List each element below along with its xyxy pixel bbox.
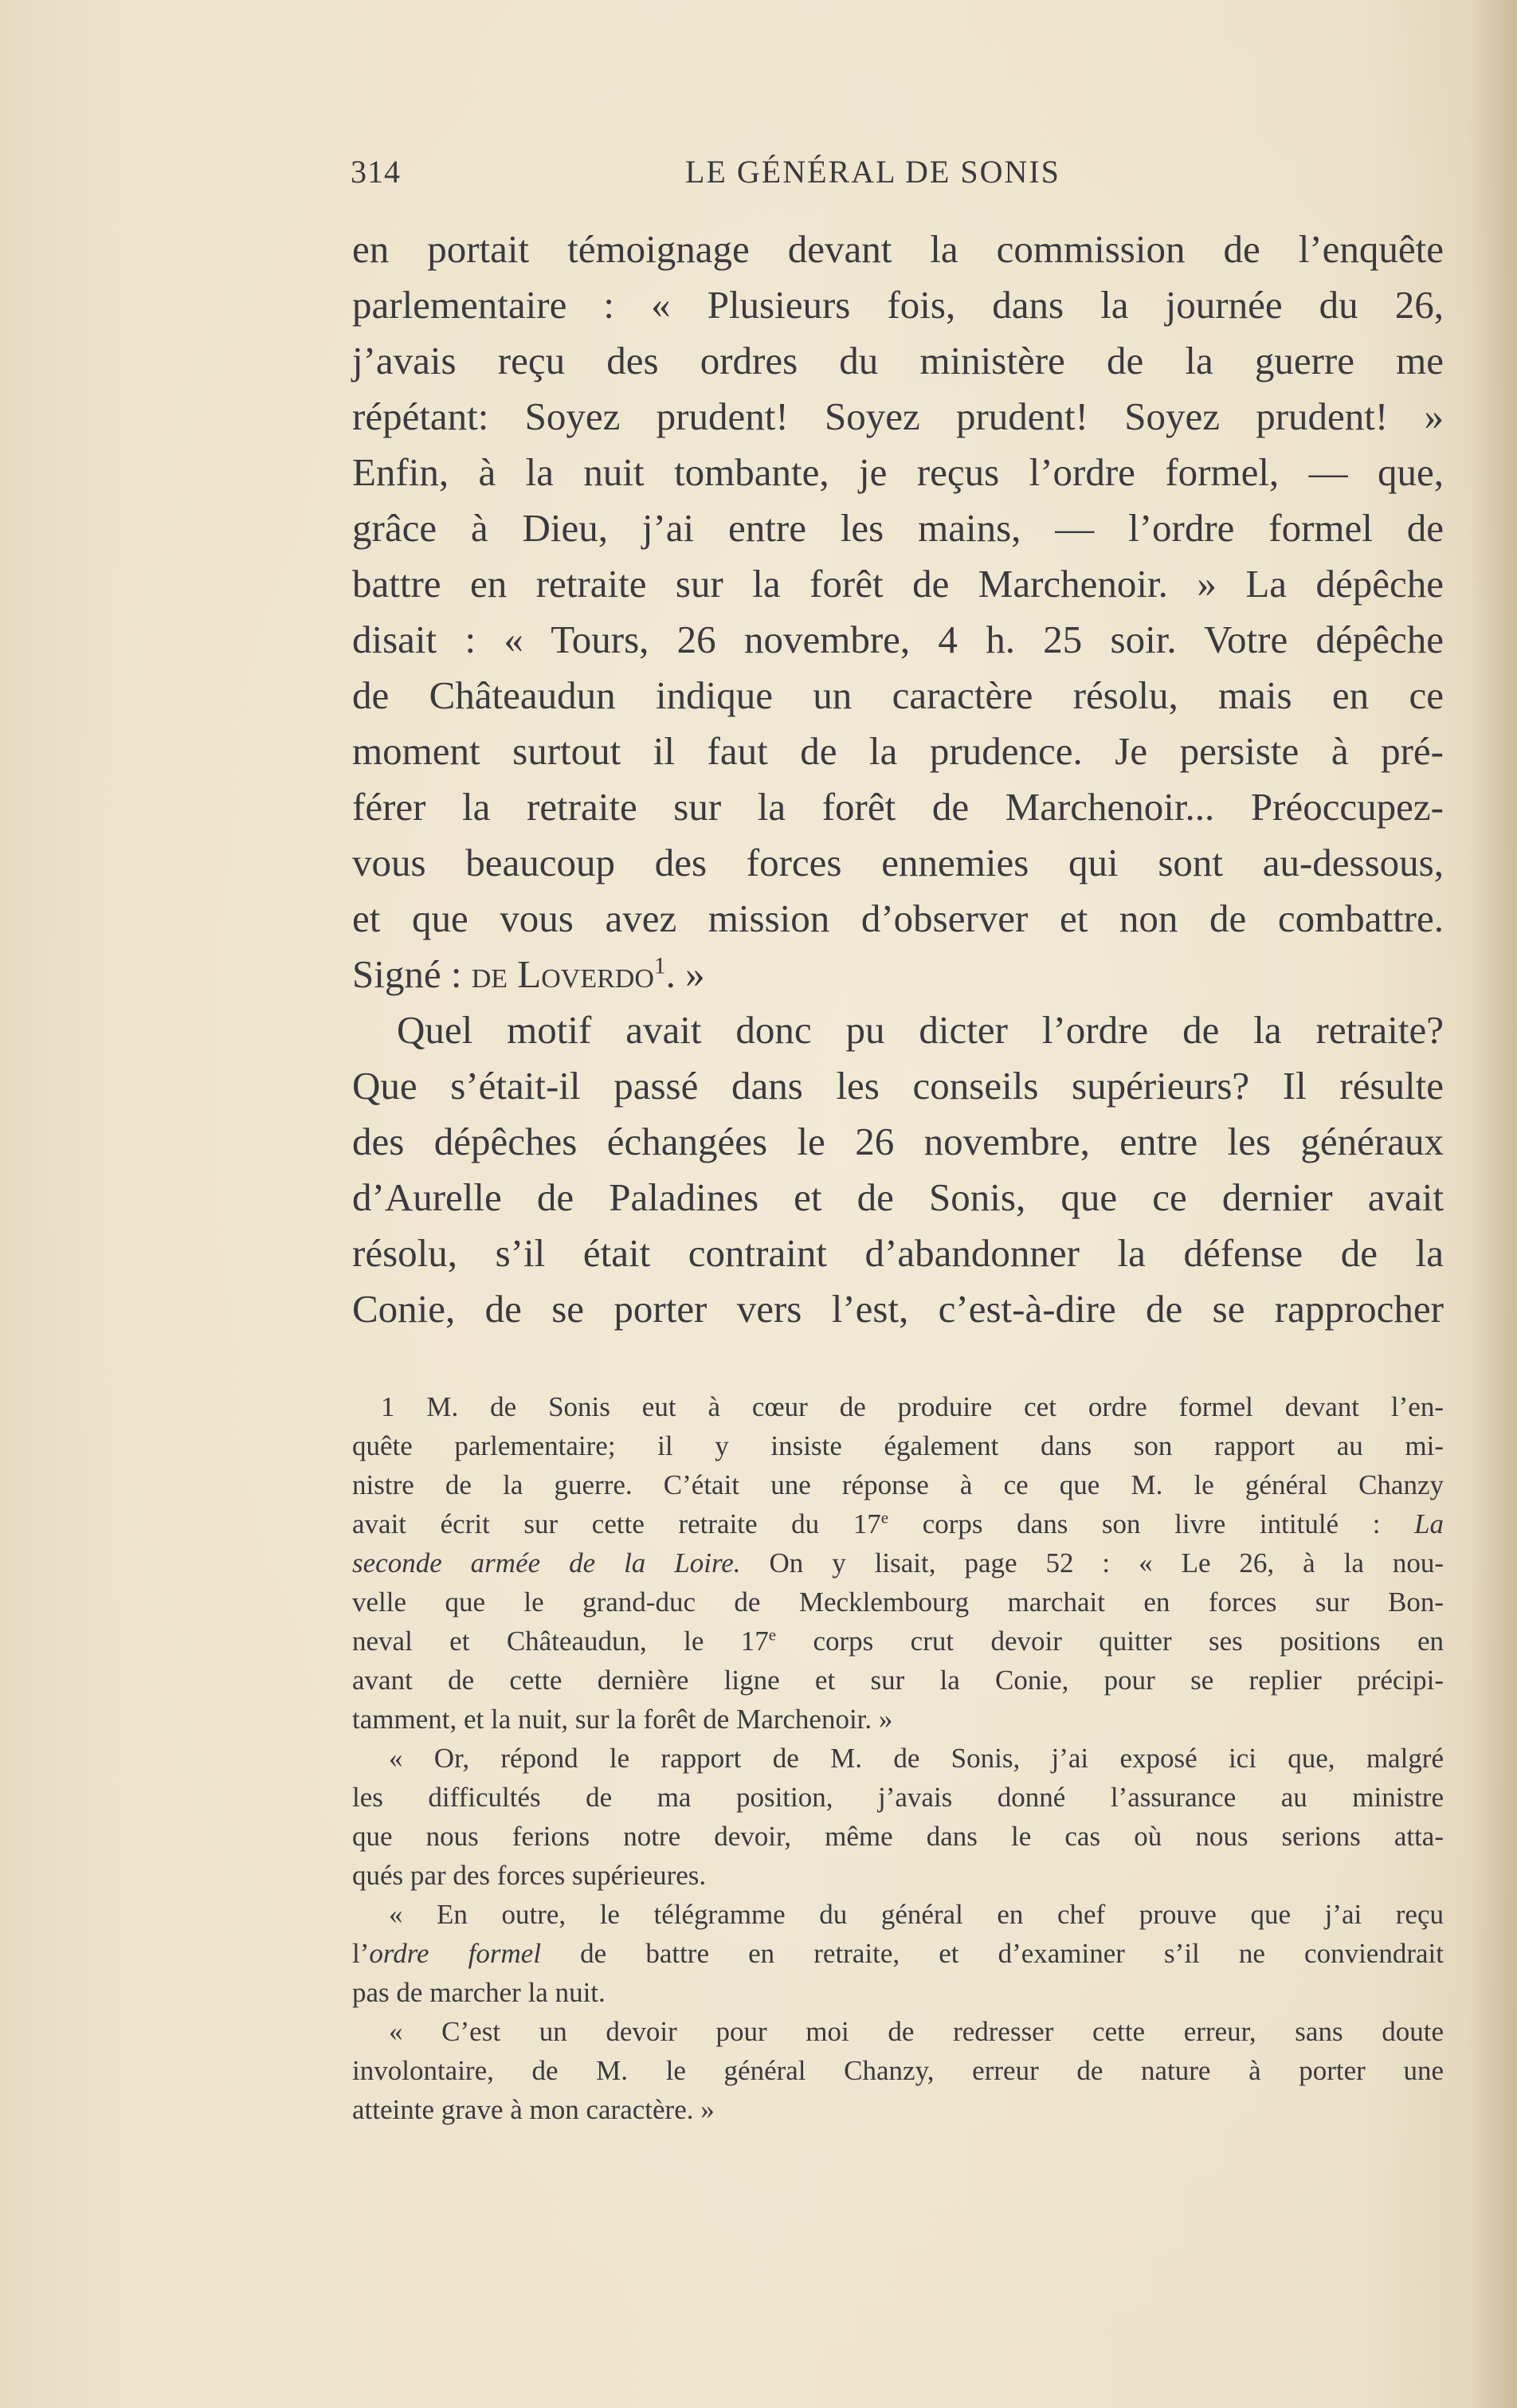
superscript: e — [768, 1625, 777, 1645]
emphasis-italic: ordre formel — [369, 1938, 542, 1969]
body-line: moment surtout il faut de la prudence. Je persiste à pré- — [352, 729, 1444, 773]
body-line: disait : « Tours, 26 novembre, 4 h. 25 soir. Votre dépêche — [352, 618, 1444, 661]
running-title: LE GÉNÉRAL DE SONIS — [685, 154, 1060, 190]
body-line: de Châteaudun indique un caractère résolu, mais en ce — [352, 673, 1444, 717]
footnote-line — [352, 1507, 1444, 1542]
body-line: des dépêches échangées le 26 novembre, entre les généraux — [352, 1120, 1444, 1163]
footnote-text: l’ — [352, 1938, 370, 1969]
book-title-italic: La — [1414, 1508, 1444, 1539]
signatory-name: de Loverdo — [471, 952, 654, 996]
footnote-line: quête parlementaire; il y insiste également dans son rapport au mi- — [352, 1430, 1444, 1461]
footnote-line: involontaire, de M. le général Chanzy, erreur de nature à porter une — [352, 2055, 1444, 2086]
body-line-signature — [352, 951, 1444, 998]
body-line: Conie, de se porter vers l’est, c’est-à-dire de se rapprocher — [352, 1287, 1444, 1331]
footnote-text: On y lisait, page 52 : « Le 26, à la nou- — [740, 1547, 1444, 1579]
footnote-line: « Or, répond le rapport de M. de Sonis, j’ai exposé ici que, malgré — [389, 1743, 1444, 1774]
body-line: férer la retraite sur la forêt de Marchenoir... Préoccupez- — [352, 785, 1444, 829]
body-line: d’Aurelle de Paladines et de Sonis, que ce dernier avait — [352, 1175, 1444, 1219]
body-line: battre en retraite sur la forêt de Marchenoir. » La dépêche — [352, 562, 1444, 606]
footnote-line: pas de marcher la nuit. — [352, 1977, 606, 2008]
body-line: j’avais reçu des ordres du ministère de la guerre me — [352, 339, 1444, 382]
signature-suffix: . » — [665, 952, 705, 996]
footnote-text: de battre en retraite, et d’examiner s’il ne conviendrait — [541, 1938, 1444, 1969]
running-header — [351, 153, 1147, 193]
body-line: et que vous avez mission d’observer et non de combattre. — [352, 896, 1444, 940]
body-line: Que s’était-il passé dans les conseils supérieurs? Il résulte — [352, 1064, 1444, 1108]
footnote-line: les difficultés de ma position, j’avais donné l’assurance au ministre — [352, 1782, 1444, 1813]
footnote-line: « C’est un devoir pour moi de redresser cette erreur, sans doute — [389, 2016, 1444, 2047]
footnote-line — [352, 1546, 1444, 1581]
footnote-ref: 1 — [653, 953, 666, 979]
footnote-line — [352, 1936, 1444, 1971]
body-line: résolu, s’il était contraint d’abandonner la défense de la — [352, 1231, 1444, 1275]
footnote-line: que nous ferions notre devoir, même dans le cas où nous serions atta- — [352, 1821, 1444, 1852]
footnote-text: avait écrit sur cette retraite du 17 — [352, 1508, 881, 1539]
signature-prefix: Signé : — [352, 952, 472, 996]
page-edge-shadow — [1469, 0, 1517, 2408]
body-line: Quel motif avait donc pu dicter l’ordre de la retraite? — [397, 1008, 1444, 1052]
footnote-line: qués par des forces supérieures. — [352, 1860, 707, 1891]
footnote-line: avant de cette dernière ligne et sur la Conie, pour se replier précipi- — [352, 1665, 1444, 1696]
body-line: en portait témoignage devant la commission de l’enquête — [352, 227, 1444, 271]
footnote-text: neval et Châteaudun, le 17 — [352, 1626, 769, 1657]
body-line: vous beaucoup des forces ennemies qui sont au-dessous, — [352, 841, 1444, 884]
body-line: Enfin, à la nuit tombante, je reçus l’ordre formel, — que, — [352, 450, 1444, 494]
footnote-line: nistre de la guerre. C’était une réponse à ce que M. le général Chanzy — [352, 1469, 1444, 1500]
footnote-text: corps dans son livre intitulé : — [888, 1508, 1415, 1539]
body-line: parlementaire : « Plusieurs fois, dans la journée du 26, — [352, 283, 1444, 327]
footnote-text: corps crut devoir quitter ses positions en — [776, 1626, 1444, 1657]
footnote-line: « En outre, le télégramme du général en chef prouve que j’ai reçu — [389, 1899, 1444, 1930]
footnote-line: 1 M. de Sonis eut à cœur de produire cet ordre formel devant l’en- — [381, 1391, 1444, 1422]
body-line: répétant: Soyez prudent! Soyez prudent! Soyez prudent! » — [352, 394, 1444, 438]
book-title-italic: seconde armée de la Loire. — [352, 1547, 741, 1579]
page-number: 314 — [351, 154, 401, 190]
footnote-line: atteinte grave à mon caractère. » — [352, 2094, 715, 2125]
superscript: e — [880, 1508, 889, 1528]
footnote-line: velle que le grand-duc de Mecklembourg marchait en forces sur Bon- — [352, 1586, 1444, 1618]
footnote-line: tamment, et la nuit, sur la forêt de Marchenoir. » — [352, 1704, 893, 1735]
footnote-line — [352, 1624, 1444, 1659]
body-line: grâce à Dieu, j’ai entre les mains, — l’ordre formel de — [352, 506, 1444, 550]
